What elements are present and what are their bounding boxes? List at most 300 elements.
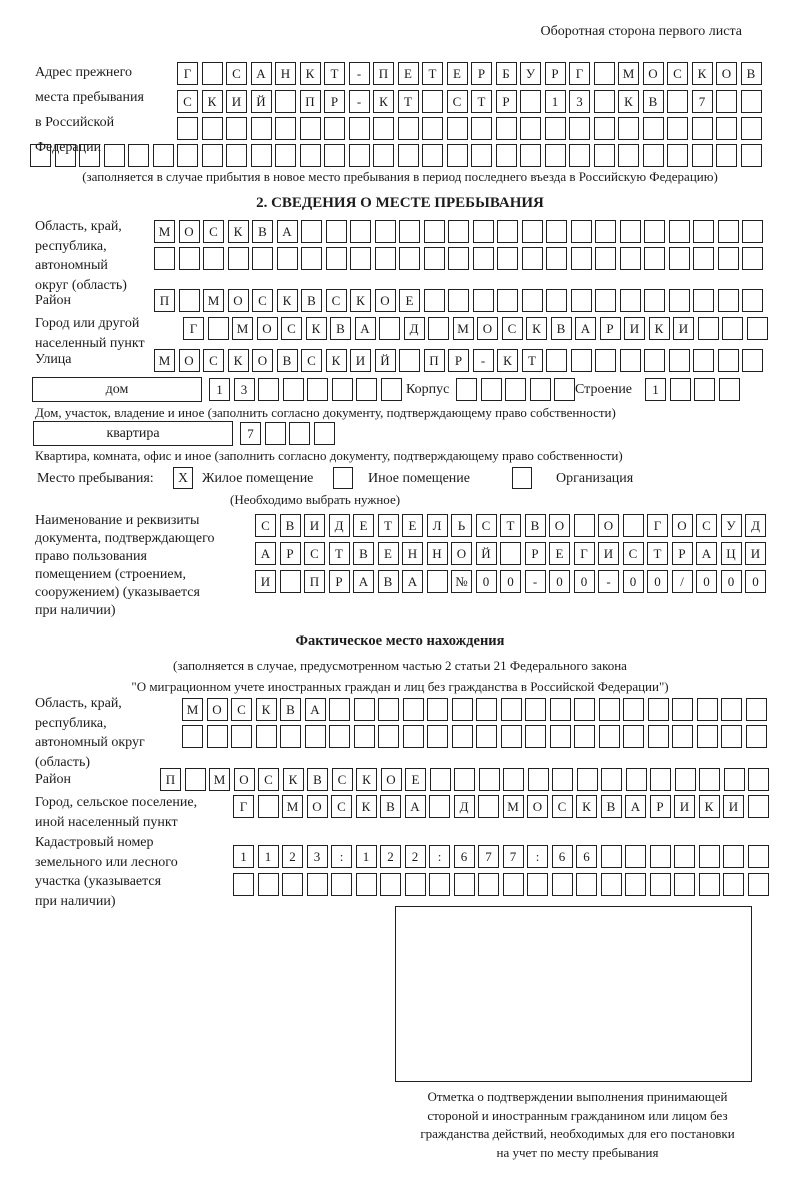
char-box [595, 349, 616, 372]
char-box [569, 144, 590, 167]
char-box: 1 [545, 90, 566, 113]
char-box [699, 845, 720, 868]
char-box [282, 873, 303, 896]
char-box: 3 [569, 90, 590, 113]
char-box: 0 [574, 570, 595, 593]
char-box: Е [378, 542, 399, 565]
char-box: - [525, 570, 546, 593]
char-box [324, 144, 345, 167]
char-box [378, 698, 399, 721]
char-box: Й [476, 542, 497, 565]
char-box [301, 247, 322, 270]
char-box: К [373, 90, 394, 113]
char-box [672, 698, 693, 721]
char-box: А [696, 542, 717, 565]
char-box [741, 117, 762, 140]
char-box: А [355, 317, 376, 340]
char-box: Н [275, 62, 296, 85]
char-box: Р [600, 317, 621, 340]
char-box: О [179, 349, 200, 372]
label-line: Область, край, [35, 219, 122, 234]
char-box [594, 144, 615, 167]
char-box: О [643, 62, 664, 85]
label-line: участка (указывается [35, 874, 162, 889]
char-box: М [154, 349, 175, 372]
char-box [650, 768, 671, 791]
char-box [277, 247, 298, 270]
char-box [748, 845, 769, 868]
char-box: - [349, 62, 370, 85]
fact-rayon-row [160, 768, 769, 791]
fact-notes [0, 656, 800, 697]
char-box: С [255, 514, 276, 537]
fact-gorod-label [35, 793, 230, 832]
label-line: иной населенный пункт [35, 814, 178, 830]
char-box [79, 144, 100, 167]
char-box: Н [427, 542, 448, 565]
char-box: О [451, 542, 472, 565]
kadastr-row-2 [233, 873, 769, 896]
char-box [694, 378, 715, 401]
char-box [378, 725, 399, 748]
char-box: С [301, 349, 322, 372]
char-box: Е [399, 289, 420, 312]
char-box: Т [378, 514, 399, 537]
char-box: Т [329, 542, 350, 565]
char-box [473, 220, 494, 243]
char-box [354, 725, 375, 748]
char-box: В [353, 542, 374, 565]
ulitsa-label: Улица [35, 352, 72, 367]
char-box [599, 698, 620, 721]
char-box: О [375, 289, 396, 312]
char-box [326, 247, 347, 270]
char-box: К [283, 768, 304, 791]
char-box [280, 725, 301, 748]
char-box [748, 873, 769, 896]
char-box: С [667, 62, 688, 85]
char-box [496, 117, 517, 140]
label-line: Отметка о подтверждении выполнения принимающей [427, 1089, 728, 1104]
char-box: И [673, 317, 694, 340]
char-box: О [234, 768, 255, 791]
char-box [403, 698, 424, 721]
label-line: Кадастровый номер [35, 835, 154, 850]
char-box [722, 317, 743, 340]
char-box [741, 144, 762, 167]
char-box [154, 247, 175, 270]
char-box: А [353, 570, 374, 593]
char-box: С [332, 768, 353, 791]
organizatsiya-label: Организация [556, 471, 634, 486]
char-box [601, 873, 622, 896]
char-box [300, 117, 321, 140]
char-box [429, 873, 450, 896]
char-box [447, 117, 468, 140]
char-box: Р [496, 90, 517, 113]
kvartira-row [0, 421, 800, 447]
char-box: О [527, 795, 548, 818]
char-box: Т [522, 349, 543, 372]
gorod-label [35, 314, 185, 353]
char-box [301, 220, 322, 243]
label-line: гражданства действий, необходимых для его постановки [420, 1126, 735, 1141]
char-box [399, 220, 420, 243]
char-box [326, 220, 347, 243]
char-box [422, 144, 443, 167]
char-box [452, 698, 473, 721]
char-box [742, 349, 763, 372]
char-box [350, 247, 371, 270]
char-box: О [381, 768, 402, 791]
char-box [520, 144, 541, 167]
char-box: М [618, 62, 639, 85]
char-box [429, 795, 450, 818]
char-box [356, 873, 377, 896]
char-box: И [255, 570, 276, 593]
char-box [424, 247, 445, 270]
char-box: 6 [576, 845, 597, 868]
char-box: К [202, 90, 223, 113]
char-box: К [277, 289, 298, 312]
char-box: К [526, 317, 547, 340]
char-box: 3 [307, 845, 328, 868]
char-box [697, 698, 718, 721]
char-box: В [252, 220, 273, 243]
char-box: 2 [380, 845, 401, 868]
char-box [601, 845, 622, 868]
char-box: Т [500, 514, 521, 537]
char-box [719, 378, 740, 401]
fact-oblast-label [35, 694, 175, 772]
document-row-1 [255, 514, 766, 537]
char-box: И [304, 514, 325, 537]
char-box [643, 117, 664, 140]
char-box: В [551, 317, 572, 340]
label-line: сооружением) (указывается [35, 585, 200, 600]
char-box [478, 873, 499, 896]
char-box: С [231, 698, 252, 721]
char-box [716, 90, 737, 113]
char-box [528, 768, 549, 791]
label-line: право пользования [35, 549, 147, 564]
char-box: О [549, 514, 570, 537]
char-box [373, 144, 394, 167]
char-box: В [601, 795, 622, 818]
char-box [497, 247, 518, 270]
fact-gorod-row [233, 795, 769, 818]
char-box [497, 289, 518, 312]
char-box [571, 349, 592, 372]
char-box: 0 [745, 570, 766, 593]
char-box: Д [404, 317, 425, 340]
prev-address-row-2 [177, 90, 762, 113]
char-box [258, 873, 279, 896]
char-box [667, 144, 688, 167]
char-box: И [226, 90, 247, 113]
char-box [332, 378, 353, 401]
char-box [350, 220, 371, 243]
char-box [522, 220, 543, 243]
char-box: М [503, 795, 524, 818]
char-box [552, 873, 573, 896]
label-line: на учет по месту пребывания [496, 1144, 659, 1160]
char-box: 7 [503, 845, 524, 868]
char-box: Ц [721, 542, 742, 565]
char-box: 0 [721, 570, 742, 593]
char-box [375, 247, 396, 270]
label-line: Федерации [35, 140, 102, 155]
char-box [314, 422, 335, 445]
char-box: С [203, 220, 224, 243]
char-box: С [476, 514, 497, 537]
char-box: Р [280, 542, 301, 565]
char-box: Ь [451, 514, 472, 537]
char-box [667, 90, 688, 113]
char-box [354, 698, 375, 721]
char-box: В [301, 289, 322, 312]
char-box: М [232, 317, 253, 340]
char-box: Г [177, 62, 198, 85]
char-box [623, 698, 644, 721]
dom-caption: Дом, участок, владение и иное (заполнить согласно документу, подтверждающему право собственности) [35, 405, 616, 420]
char-box [381, 378, 402, 401]
char-box [207, 725, 228, 748]
char-box: 2 [405, 845, 426, 868]
char-box [623, 725, 644, 748]
char-box: П [300, 90, 321, 113]
mesto-label: Место пребывания: [37, 471, 154, 486]
char-box [571, 247, 592, 270]
char-box [672, 725, 693, 748]
char-box [716, 117, 737, 140]
char-box: Р [672, 542, 693, 565]
char-box: - [473, 349, 494, 372]
char-box: О [477, 317, 498, 340]
rayon-row [154, 289, 763, 312]
label-line: Область, край, [35, 696, 122, 711]
char-box: Й [251, 90, 272, 113]
label-line: Наименование и реквизиты [35, 513, 200, 528]
char-box [669, 247, 690, 270]
char-box: И [350, 349, 371, 372]
char-box [501, 725, 522, 748]
char-box: П [154, 289, 175, 312]
fact-oblast-row-2 [182, 725, 767, 748]
char-box [128, 144, 149, 167]
char-box [300, 144, 321, 167]
char-box: Г [574, 542, 595, 565]
char-box: К [350, 289, 371, 312]
char-box [424, 289, 445, 312]
char-box: П [373, 62, 394, 85]
char-box [478, 795, 499, 818]
char-box: Р [525, 542, 546, 565]
char-box [574, 698, 595, 721]
char-box [182, 725, 203, 748]
label-line: населенный пункт [35, 335, 145, 351]
char-box [692, 117, 713, 140]
char-box: И [723, 795, 744, 818]
char-box: Г [233, 795, 254, 818]
char-box [742, 220, 763, 243]
char-box: В [378, 570, 399, 593]
char-box [620, 247, 641, 270]
label-line: помещением (строением, [35, 567, 186, 582]
char-box [280, 570, 301, 593]
char-box [496, 144, 517, 167]
char-box [427, 570, 448, 593]
char-box: А [255, 542, 276, 565]
char-box [552, 768, 573, 791]
char-box [104, 144, 125, 167]
dom-row [0, 377, 800, 403]
char-box: 0 [647, 570, 668, 593]
fact-oblast-row-1 [182, 698, 767, 721]
char-box [177, 144, 198, 167]
char-box [452, 725, 473, 748]
zhiloe-checkbox: X [173, 467, 193, 489]
char-box [724, 768, 745, 791]
char-box: 0 [500, 570, 521, 593]
stroenie-label: Строение [575, 382, 633, 397]
char-box [283, 378, 304, 401]
char-box: О [228, 289, 249, 312]
char-box: П [424, 349, 445, 372]
char-box [231, 725, 252, 748]
char-box [422, 117, 443, 140]
char-box [473, 247, 494, 270]
char-box [399, 349, 420, 372]
char-box [625, 845, 646, 868]
char-box: А [405, 795, 426, 818]
char-box [258, 378, 279, 401]
char-box [723, 873, 744, 896]
char-box: В [643, 90, 664, 113]
char-box: 1 [209, 378, 230, 401]
char-box: Е [447, 62, 468, 85]
char-box [202, 117, 223, 140]
char-box: К [649, 317, 670, 340]
char-box [545, 144, 566, 167]
char-box: И [745, 542, 766, 565]
char-box [454, 768, 475, 791]
char-box [718, 289, 739, 312]
char-box [618, 144, 639, 167]
document-row-3 [255, 570, 766, 593]
char-box [644, 247, 665, 270]
char-box: 1 [645, 378, 666, 401]
char-box [742, 247, 763, 270]
char-box [448, 289, 469, 312]
char-box [202, 144, 223, 167]
char-box [379, 317, 400, 340]
char-box: 0 [623, 570, 644, 593]
stamp-caption [380, 1088, 775, 1162]
char-box: С [331, 795, 352, 818]
char-box [718, 220, 739, 243]
char-box [307, 873, 328, 896]
char-box [275, 90, 296, 113]
char-box [669, 289, 690, 312]
char-box [741, 90, 762, 113]
char-box: Й [375, 349, 396, 372]
label-line: автономный округ [35, 735, 145, 750]
char-box: К [300, 62, 321, 85]
label-line: (область) [35, 754, 91, 770]
char-box: Е [549, 542, 570, 565]
zhiloe-label: Жилое помещение [202, 471, 314, 486]
char-box [620, 220, 641, 243]
char-box [620, 349, 641, 372]
char-box: С [258, 768, 279, 791]
char-box [595, 247, 616, 270]
char-box [669, 349, 690, 372]
char-box: Т [398, 90, 419, 113]
char-box [675, 768, 696, 791]
char-box [698, 317, 719, 340]
char-box: Д [454, 795, 475, 818]
char-box: / [672, 570, 693, 593]
label-line: Город, сельское поселение, [35, 795, 198, 810]
char-box: 3 [234, 378, 255, 401]
char-box: Р [329, 570, 350, 593]
char-box [275, 144, 296, 167]
char-box [699, 768, 720, 791]
char-box [471, 144, 492, 167]
char-box [546, 349, 567, 372]
char-box [643, 144, 664, 167]
kvartira-number-row [240, 422, 335, 445]
char-box [275, 117, 296, 140]
char-box: Е [405, 768, 426, 791]
char-box: А [251, 62, 272, 85]
char-box: О [257, 317, 278, 340]
document-label [35, 512, 250, 620]
char-box: Г [183, 317, 204, 340]
char-box: Р [650, 795, 671, 818]
char-box: У [721, 514, 742, 537]
char-box: Т [324, 62, 345, 85]
char-box [252, 247, 273, 270]
char-box [550, 698, 571, 721]
char-box: Д [329, 514, 350, 537]
char-box [454, 873, 475, 896]
fact-title: Фактическое место нахождения [295, 633, 505, 649]
char-box [226, 117, 247, 140]
char-box: И [674, 795, 695, 818]
char-box [747, 317, 768, 340]
char-box [525, 698, 546, 721]
mesto-note: (Необходимо выбрать нужное) [230, 492, 401, 507]
dom-number-row [209, 378, 402, 401]
char-box: О [207, 698, 228, 721]
korpus-row [456, 378, 575, 401]
kvartira-caption: Квартира, комната, офис и иное (заполнить согласно документу, подтверждающему право собственности) [35, 448, 623, 463]
char-box: : [429, 845, 450, 868]
char-box: 7 [478, 845, 499, 868]
char-box [618, 117, 639, 140]
organizatsiya-checkbox [512, 467, 532, 489]
prev-address-row-1 [177, 62, 762, 85]
char-box [748, 768, 769, 791]
char-box [522, 289, 543, 312]
kadastr-label [35, 833, 215, 911]
inoe-label: Иное помещение [368, 471, 470, 486]
char-box: К [692, 62, 713, 85]
char-box [670, 378, 691, 401]
char-box [520, 117, 541, 140]
